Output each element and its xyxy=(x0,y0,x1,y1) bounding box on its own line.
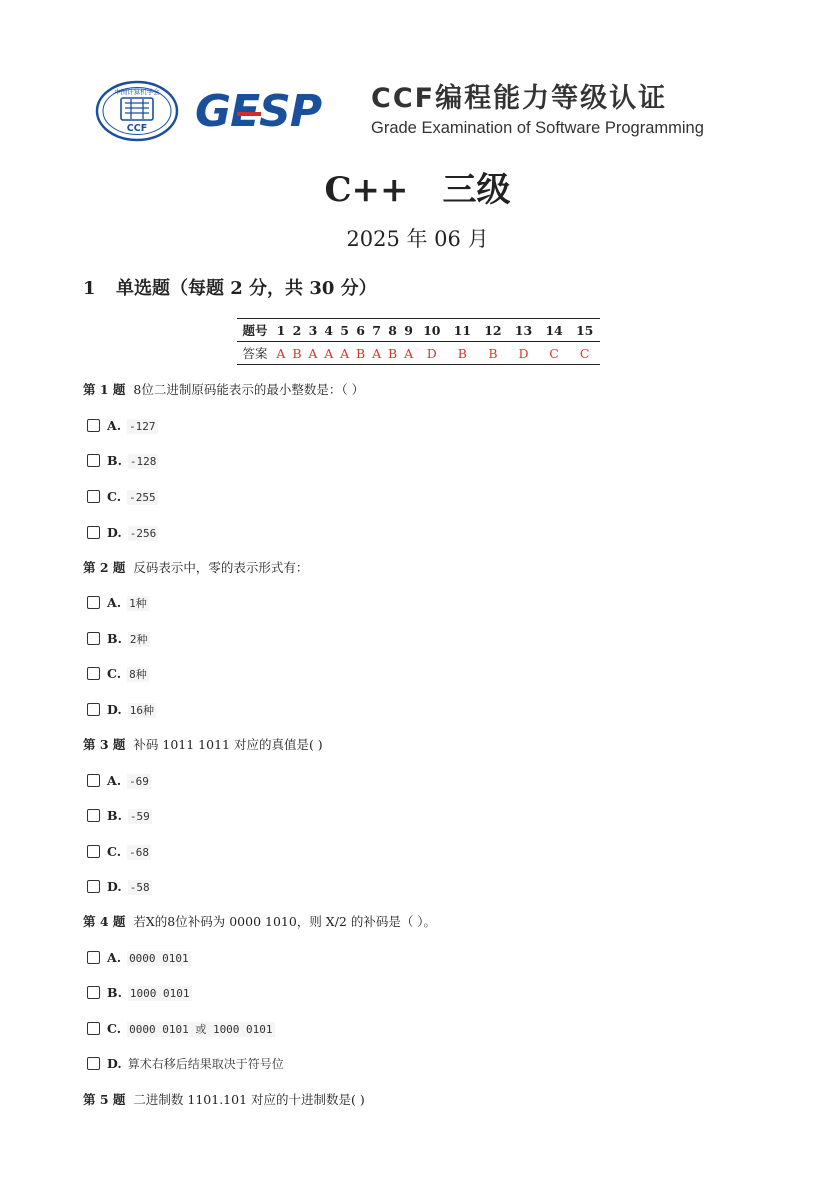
question-text: 补码 1011 1011 对应的真值是( ) xyxy=(133,737,323,752)
question-text: 二进制数 1101.101 对应的十进制数是( ) xyxy=(133,1092,365,1107)
option-c[interactable] xyxy=(87,665,149,683)
answer-key-table xyxy=(237,318,600,365)
answer-cell: B xyxy=(385,342,401,365)
option-a[interactable] xyxy=(87,772,151,790)
option-letter: D. xyxy=(107,1056,122,1071)
option-letter: A. xyxy=(107,773,122,788)
option-letter: A. xyxy=(107,418,122,433)
answer-cell: B xyxy=(478,342,509,365)
option-b[interactable] xyxy=(87,807,152,825)
question-number: 第 3 题 xyxy=(83,737,126,752)
question-number-cell: 7 xyxy=(369,319,385,342)
option-letter: D. xyxy=(107,702,122,717)
option-d[interactable] xyxy=(87,1055,284,1073)
page-header xyxy=(95,80,740,144)
answer-cell: A xyxy=(369,342,385,365)
question-text: 反码表示中，零的表示形式有： xyxy=(133,560,309,575)
option-checkbox[interactable] xyxy=(87,880,100,893)
option-letter: D. xyxy=(107,525,122,540)
seal-bottom-text: CCF xyxy=(126,123,148,134)
option-letter: A. xyxy=(107,595,122,610)
brand-block xyxy=(371,82,741,138)
question-number-cell: 2 xyxy=(289,319,305,342)
option-checkbox[interactable] xyxy=(87,490,100,503)
option-letter: C. xyxy=(107,666,122,681)
option-text: 16种 xyxy=(129,704,154,717)
option-text: 算术右移后结果取决于符号位 xyxy=(127,1057,284,1071)
option-text: -128 xyxy=(129,455,157,468)
question-stem xyxy=(83,1091,365,1109)
question-number-cell: 5 xyxy=(337,319,353,342)
answer-cell: A xyxy=(337,342,353,365)
option-text: 0000 0101 xyxy=(129,952,189,965)
exam-date: 2025 年 06 月 xyxy=(346,227,489,251)
answer-cell: D xyxy=(417,342,448,365)
ccf-seal-logo xyxy=(95,80,179,142)
page-title xyxy=(0,168,835,212)
option-text: 8种 xyxy=(129,668,147,681)
answer-cell: B xyxy=(447,342,478,365)
question-number: 第 5 题 xyxy=(83,1092,126,1107)
question-stem xyxy=(83,381,364,399)
option-checkbox[interactable] xyxy=(87,703,100,716)
option-checkbox[interactable] xyxy=(87,667,100,680)
option-checkbox[interactable] xyxy=(87,809,100,822)
gesp-logo xyxy=(193,84,345,136)
option-checkbox[interactable] xyxy=(87,419,100,432)
option-c[interactable] xyxy=(87,843,151,861)
option-letter: C. xyxy=(107,844,122,859)
answer-label-cell: 答案 xyxy=(237,342,273,365)
option-text: -127 xyxy=(129,420,156,433)
option-d[interactable] xyxy=(87,524,158,542)
answer-table-answer-row xyxy=(237,342,600,365)
option-checkbox[interactable] xyxy=(87,1057,100,1070)
option-checkbox[interactable] xyxy=(87,526,100,539)
option-letter: C. xyxy=(107,489,122,504)
option-checkbox[interactable] xyxy=(87,454,100,467)
question-number-cell: 9 xyxy=(401,319,417,342)
option-b[interactable] xyxy=(87,630,150,648)
answer-cell: A xyxy=(321,342,337,365)
question-number-cell: 3 xyxy=(305,319,321,342)
answer-cell: D xyxy=(508,342,539,365)
question-number: 第 2 题 xyxy=(83,560,126,575)
question-text: 若X的8位补码为 0000 1010，则 X/2 的补码是（ ）。 xyxy=(133,914,437,929)
option-checkbox[interactable] xyxy=(87,774,100,787)
option-text: -68 xyxy=(129,846,149,859)
header-label-cell: 题号 xyxy=(237,319,273,342)
option-b[interactable] xyxy=(87,984,192,1002)
option-letter: D. xyxy=(107,879,122,894)
question-number-cell: 12 xyxy=(478,319,509,342)
option-text: -69 xyxy=(129,775,149,788)
brand-subtitle: Grade Examination of Software Programming xyxy=(371,119,704,137)
option-letter: B. xyxy=(107,808,122,823)
question-number-cell: 11 xyxy=(447,319,478,342)
option-text: -256 xyxy=(129,527,157,540)
option-text: -58 xyxy=(129,881,150,894)
brand-title: CCF编程能力等级认证 xyxy=(371,83,668,114)
option-c[interactable] xyxy=(87,1020,275,1038)
option-a[interactable] xyxy=(87,594,149,612)
option-checkbox[interactable] xyxy=(87,951,100,964)
question-stem xyxy=(83,913,436,931)
answer-cell: C xyxy=(569,342,600,365)
answer-cell: A xyxy=(273,342,289,365)
option-letter: B. xyxy=(107,453,122,468)
question-number-cell: 8 xyxy=(385,319,401,342)
option-text: 2种 xyxy=(129,633,148,646)
answer-cell: B xyxy=(353,342,369,365)
option-b[interactable] xyxy=(87,452,158,470)
question-text: 8位二进制原码能表示的最小整数是：（ ） xyxy=(133,382,365,397)
option-d[interactable] xyxy=(87,878,152,896)
option-letter: A. xyxy=(107,950,122,965)
answer-cell: A xyxy=(401,342,417,365)
option-checkbox[interactable] xyxy=(87,986,100,999)
option-checkbox[interactable] xyxy=(87,845,100,858)
option-c[interactable] xyxy=(87,488,158,506)
option-a[interactable] xyxy=(87,417,158,435)
option-d[interactable] xyxy=(87,701,156,719)
question-number-cell: 14 xyxy=(539,319,570,342)
option-text: 1种 xyxy=(129,597,147,610)
question-number-cell: 6 xyxy=(353,319,369,342)
answer-cell: A xyxy=(305,342,321,365)
option-text: 0000 0101 或 1000 0101 xyxy=(129,1023,273,1036)
answer-cell: B xyxy=(289,342,305,365)
section-title: 单选题（每题 2 分，共 30 分） xyxy=(116,278,377,299)
seal-top-text: 中国计算机学会 xyxy=(114,88,160,96)
section-heading xyxy=(83,276,377,302)
option-checkbox[interactable] xyxy=(87,596,100,609)
option-checkbox[interactable] xyxy=(87,1022,100,1035)
question-number-cell: 4 xyxy=(321,319,337,342)
option-letter: B. xyxy=(107,985,122,1000)
question-stem xyxy=(83,736,323,754)
title-language: C++ xyxy=(324,170,409,210)
option-letter: B. xyxy=(107,631,122,646)
option-letter: C. xyxy=(107,1021,122,1036)
answer-cell: C xyxy=(539,342,570,365)
option-text: -59 xyxy=(129,810,150,823)
question-number: 第 1 题 xyxy=(83,382,126,397)
gesp-logo-text: GESP xyxy=(195,86,322,136)
question-number: 第 4 题 xyxy=(83,914,126,929)
question-number-cell: 1 xyxy=(273,319,289,342)
question-number-cell: 15 xyxy=(569,319,600,342)
option-checkbox[interactable] xyxy=(87,632,100,645)
option-text: -255 xyxy=(129,491,156,504)
option-a[interactable] xyxy=(87,949,191,967)
option-text: 1000 0101 xyxy=(129,987,190,1000)
question-number-cell: 13 xyxy=(508,319,539,342)
question-stem xyxy=(83,559,308,577)
section-number: 1 xyxy=(83,278,96,299)
title-level: 三级 xyxy=(442,170,511,210)
question-number-cell: 10 xyxy=(417,319,448,342)
answer-table-header-row xyxy=(237,319,600,342)
